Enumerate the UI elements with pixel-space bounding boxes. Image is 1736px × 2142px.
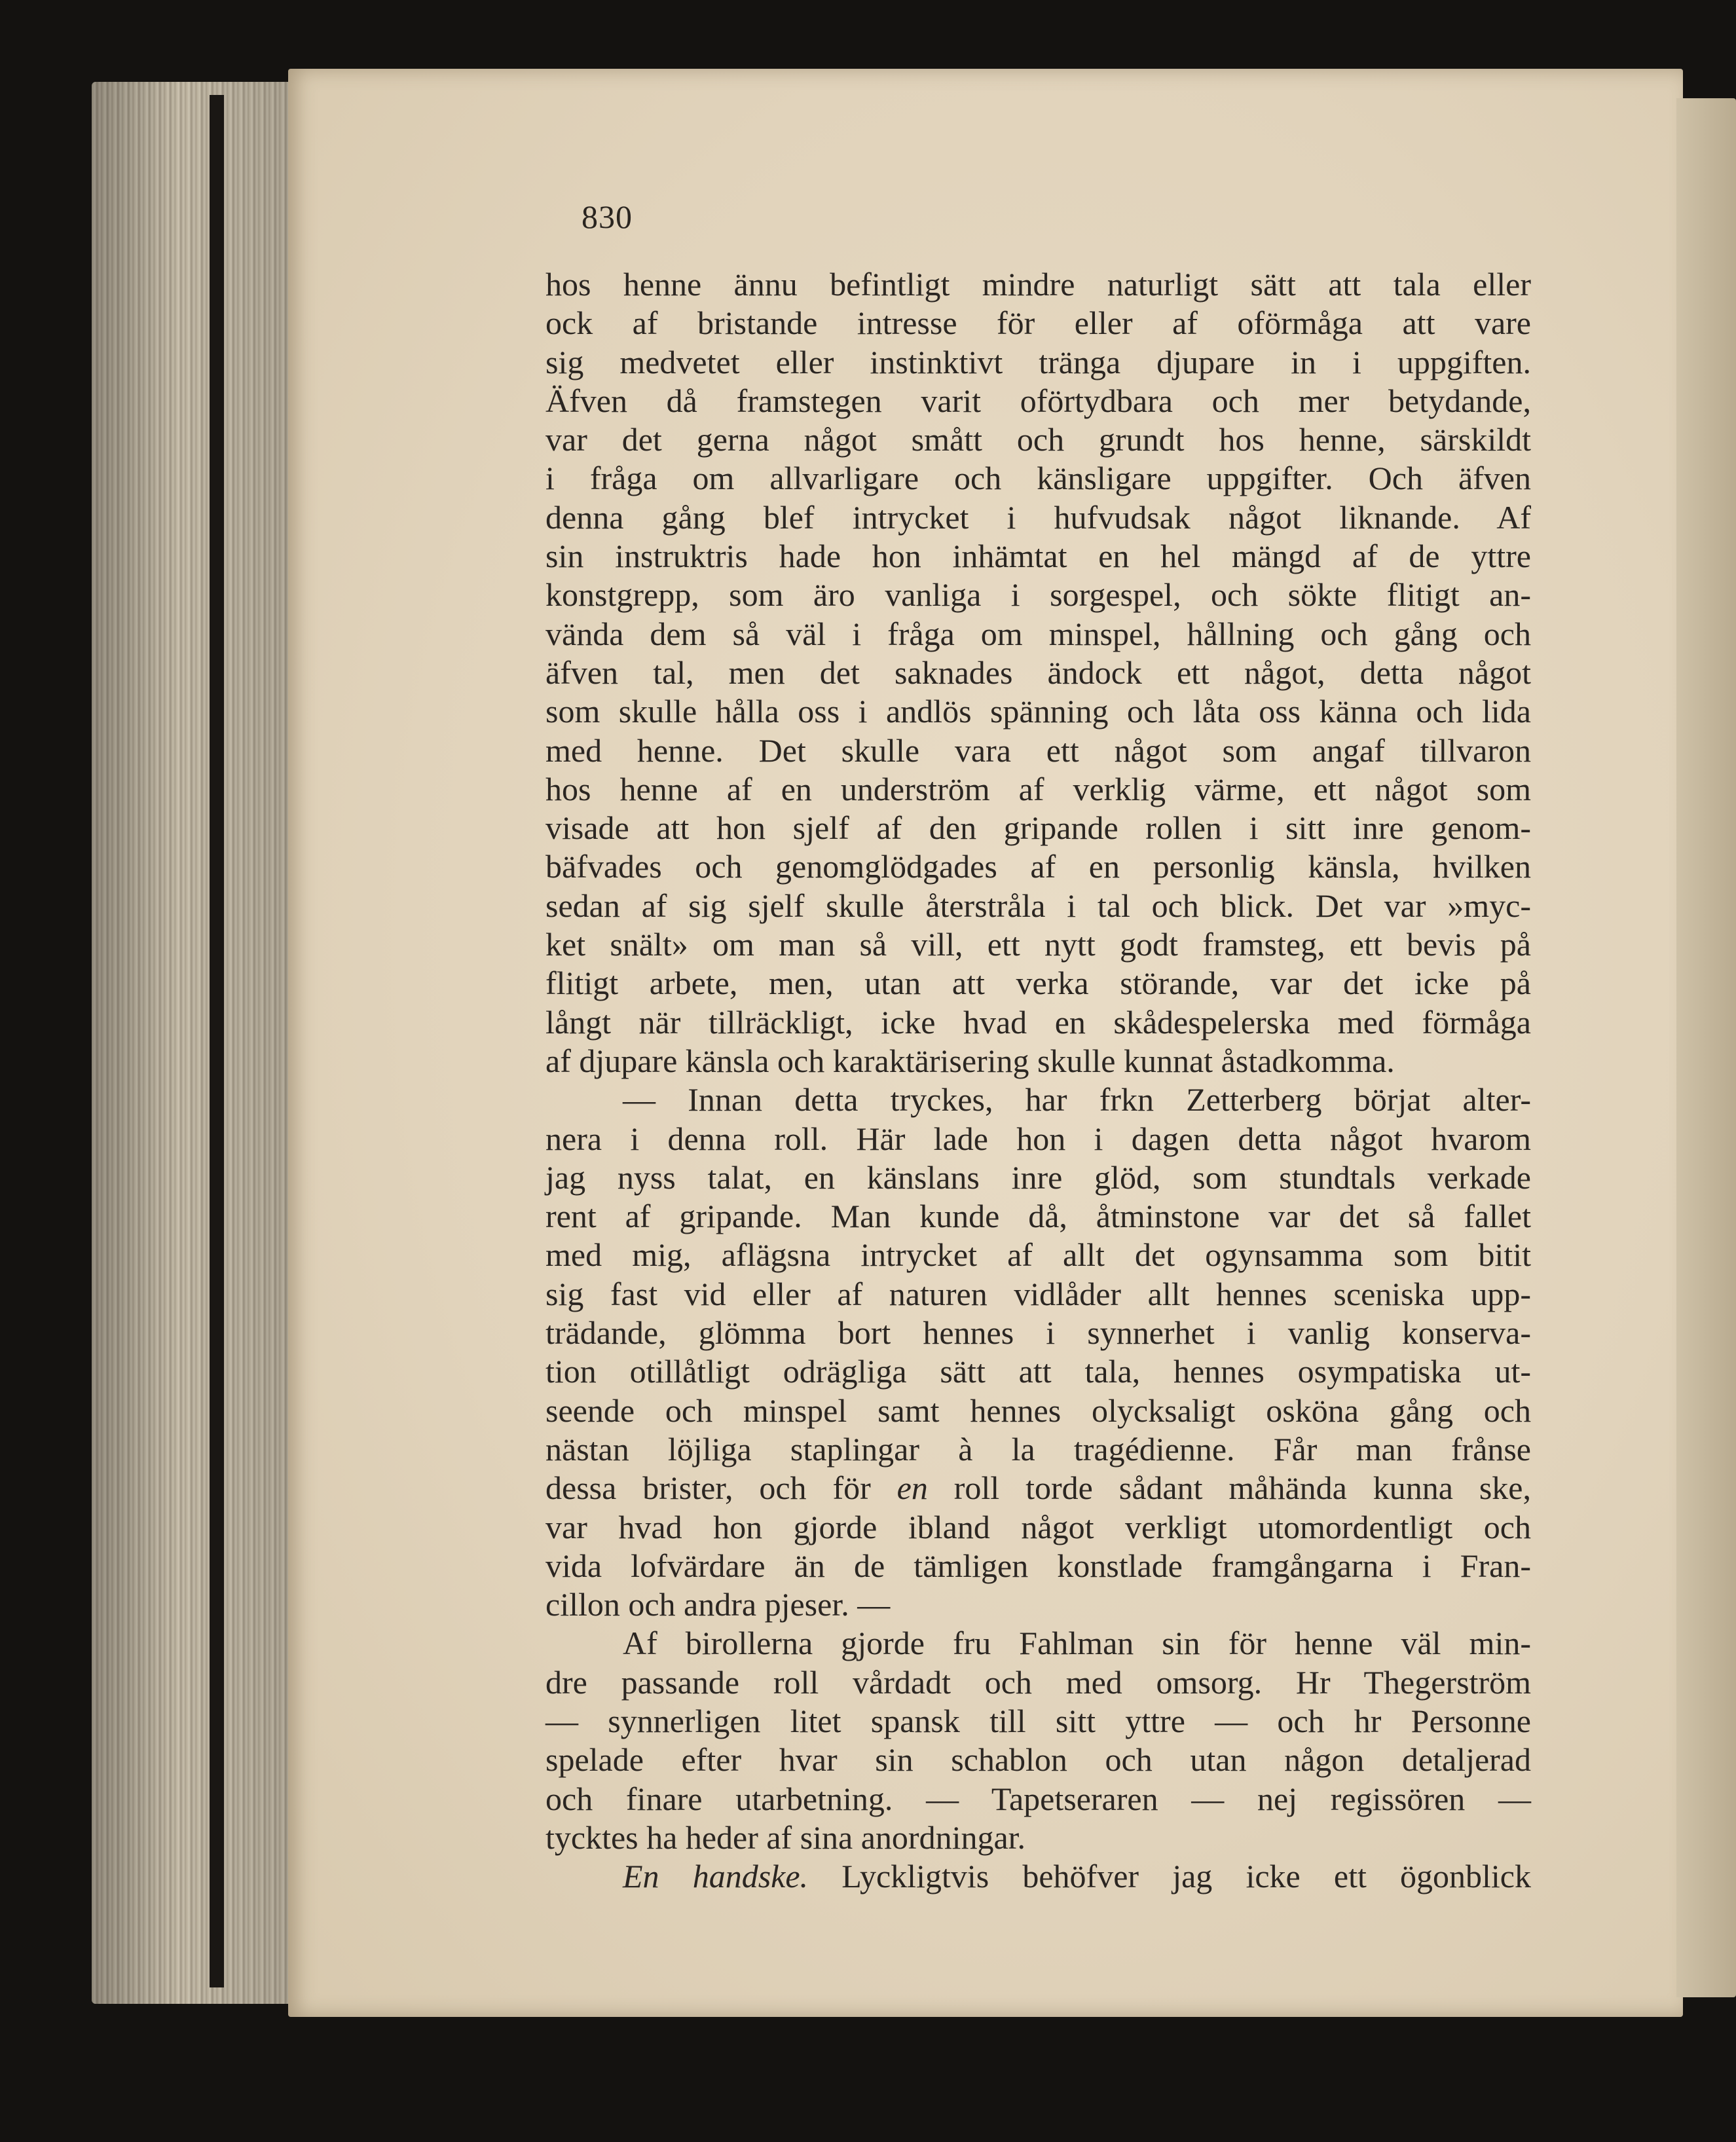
text-line: dre passande roll vårdadt och med omsorg. Hr Thegerström <box>545 1663 1531 1701</box>
text-line: tycktes ha heder af sina anordningar. <box>545 1819 1026 1856</box>
text-line: ock af bristande intresse för eller af oförmåga att vare <box>545 305 1531 342</box>
page-number: 830 <box>582 198 633 235</box>
text-line: hos henne ännu befintligt mindre naturligt sätt att tala eller <box>545 266 1531 303</box>
text-line: seende och minspel samt hennes olycksaligt osköna gång och <box>545 1392 1531 1429</box>
text-line: med henne. Det skulle vara ett något som angaf tillvaron <box>545 731 1531 769</box>
text-run: roll torde sådant måhända kunna ske, <box>927 1469 1532 1507</box>
text-line: rent af gripande. Man kunde då, åtminstone var det så fallet <box>545 1198 1531 1235</box>
text-line: ket snält» om man så vill, ett nytt godt framsteg, ett bevis på <box>545 926 1531 963</box>
text-line: nera i denna roll. Här lade hon i dagen detta något hvarom <box>545 1120 1531 1157</box>
text-line: tion otillåtligt odrägliga sätt att tala, hennes osympatiska ut- <box>545 1353 1531 1390</box>
text-line: sedan af sig sjelf skulle återstråla i tal och blick. Det var »myc- <box>545 887 1531 924</box>
text-line: — synnerligen litet spansk till sitt yttre — och hr Personne <box>545 1702 1531 1739</box>
text-line <box>545 1857 1531 1896</box>
text-line: äfven tal, men det saknades ändock ett något, detta något <box>545 654 1531 691</box>
text-line: hos henne af en underström af verklig värme, ett något som <box>545 770 1531 807</box>
text-line: — Innan detta tryckes, har frkn Zetterberg börjat alter- <box>623 1081 1531 1118</box>
italic-text: En handske. <box>623 1858 809 1895</box>
text-line: nästan löjliga staplingar à la tragédienne. Får man frånse <box>545 1430 1531 1468</box>
text-line: bäfvades och genomglödgades af en personlig känsla, hvilken <box>545 848 1531 885</box>
text-line: sig fast vid eller af naturen vidlåder allt hennes sceniska upp- <box>545 1275 1531 1312</box>
text-line: var det gerna något smått och grundt hos henne, särskildt <box>545 421 1531 458</box>
text-line: af djupare känsla och karaktärisering skulle kunnat åstadkomma. <box>545 1042 1395 1079</box>
text-line: jag nyss talat, en känslans inre glöd, som stundtals verkade <box>545 1158 1531 1196</box>
text-run: dessa brister, och för <box>545 1469 897 1507</box>
text-line: sin instruktris hade hon inhämtat en hel mängd af de yttre <box>545 538 1531 575</box>
italic-text: en <box>896 1469 928 1507</box>
body-text <box>545 265 1531 1896</box>
text-line: och finare utarbetning. — Tapetseraren — nej regissören — <box>545 1780 1531 1817</box>
text-line: visade att hon sjelf af den gripande rollen i sitt inre genom- <box>545 809 1531 847</box>
book-page-edges <box>92 82 314 2004</box>
text-line: flitigt arbete, men, utan att verka störande, var det icke på <box>545 965 1531 1002</box>
text-line: som skulle hålla oss i andlös spänning och låta oss känna och lida <box>545 693 1531 730</box>
facing-page-edge <box>1676 98 1736 1997</box>
text-line: var hvad hon gjorde ibland något verkligt utomordentligt och <box>545 1508 1531 1545</box>
text-line: Af birollerna gjorde fru Fahlman sin för henne väl min- <box>623 1625 1531 1662</box>
text-line: spelade efter hvar sin schablon och utan någon detaljerad <box>545 1741 1531 1779</box>
text-line: denna gång blef intrycket i hufvudsak något liknande. Af <box>545 498 1531 536</box>
text-line: Äfven då framstegen varit oförtydbara och mer betydande, <box>545 382 1531 419</box>
text-line: vida lofvärdare än de tämligen konstlade framgångarna i Fran- <box>545 1547 1531 1584</box>
text-line: med mig, aflägsna intrycket af allt det ogynsamma som bitit <box>545 1236 1531 1274</box>
text-run: Lyckligtvis behöfver jag icke ett ögonblick <box>808 1858 1531 1895</box>
text-line: trädande, glömma bort hennes i synnerhet i vanlig konserva- <box>545 1314 1531 1352</box>
text-line: cillon och andra pjeser. — <box>545 1586 891 1623</box>
text-line: i fråga om allvarligare och känsligare uppgifter. Och äfven <box>545 460 1531 497</box>
text-line: konstgrepp, som äro vanliga i sorgespel, och sökte flitigt an- <box>545 576 1531 614</box>
text-line <box>545 1469 1531 1507</box>
text-line: sig medvetet eller instinktivt tränga djupare in i uppgiften. <box>545 343 1531 380</box>
text-line: vända dem så väl i fråga om minspel, hållning och gång och <box>545 615 1531 652</box>
text-line: långt när tillräckligt, icke hvad en skådespelerska med förmåga <box>545 1003 1531 1041</box>
